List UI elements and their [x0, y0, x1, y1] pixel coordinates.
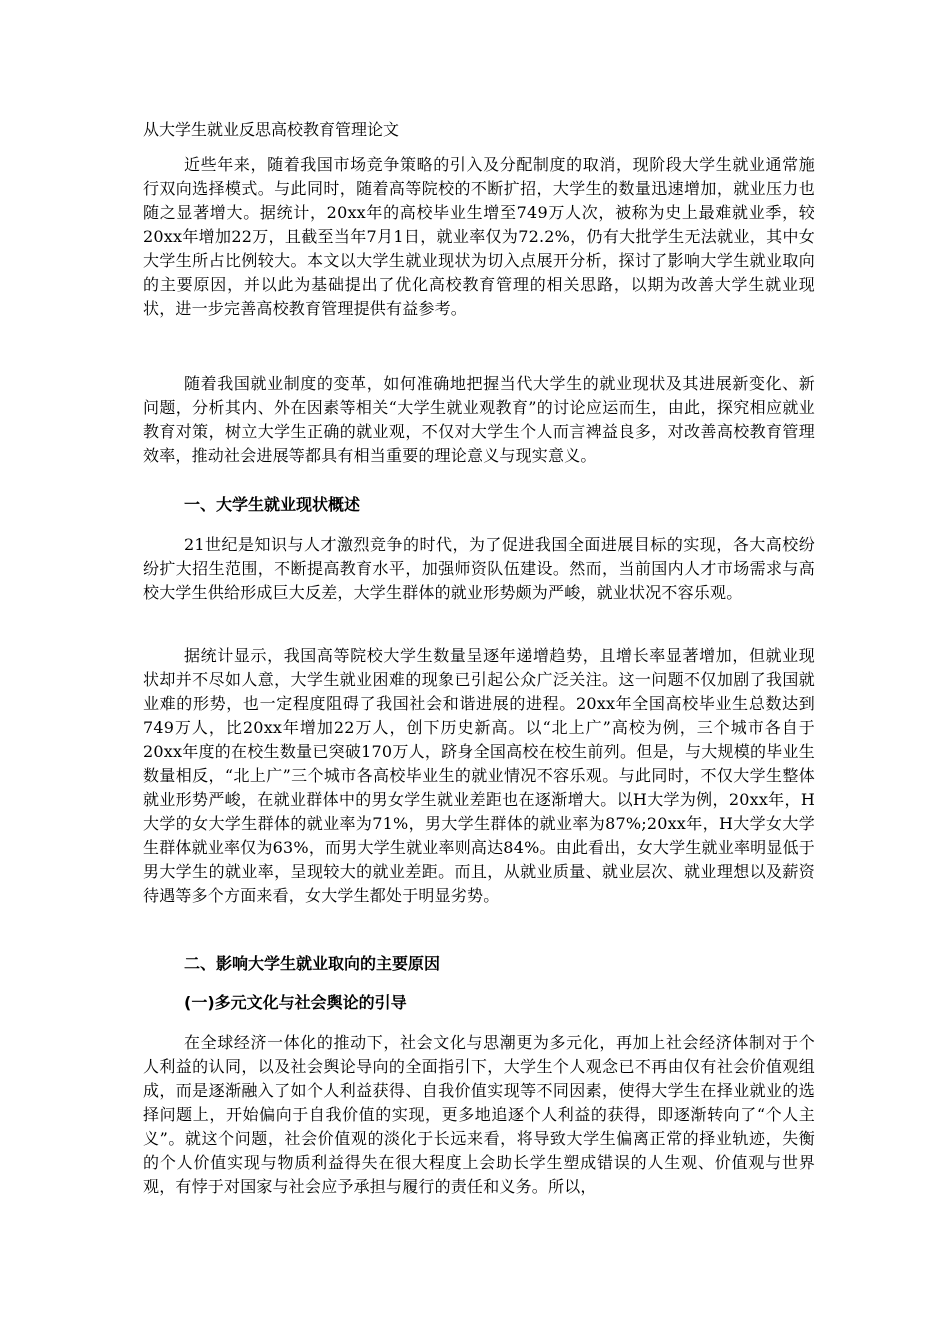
paragraph-statistics: 据统计显示，我国高等院校大学生数量呈逐年递增趋势，且增长率显著增加，但就业现状却并不尽如人意，大学生就业困难的现象已引起公众广泛关注。这一问题不仅加剧了我国就业难的形势，也一定程度阻碍了我国社会和谐进展的进程。20xx年全国高校毕业生总数达到749万人，比20xx年增加22万人，创下历史新高。以“北上广”高校为例，三个城市各自于20xx年度的在校生数量已突破170万人，跻身全国高校在校生前列。但是，与大规模的毕业生数量相反，“北上广”三个城市各高校毕业生的就业情况不容乐观。与此同时，不仅大学生整体就业形势严峻，在就业群体中的男女学生就业差距也在逐渐增大。以H大学为例，20xx年，H大学的女大学生群体的就业率为71%，男大学生群体的就业率为87%;20xx年，H大学女大学生群体就业率仅为63%，而男大学生就业率则高达84%。由此看出，女大学生就业率明显低于男大学生的就业率，呈现较大的就业差距。而且，从就业质量、就业层次、就业理想以及薪资待遇等多个方面来看，女大学生都处于明显劣势。: [143, 646, 815, 905]
document-title: 从大学生就业反思高校教育管理论文: [143, 120, 400, 139]
paragraph-status-overview: 21世纪是知识与人才激烈竞争的时代，为了促进我国全面进展目标的实现，各大高校纷纷扩大招生范围，不断提高教育水平，加强师资队伍建设。然而，当前国内人才市场需求与高校大学生供给形成巨大反差，大学生群体的就业形势颇为严峻，就业状况不容乐观。: [143, 535, 815, 602]
section-heading-2: 二、影响大学生就业取向的主要原因: [184, 954, 441, 973]
subsection-heading-1: (一)多元文化与社会舆论的引导: [184, 993, 407, 1012]
paragraph-multicultural: 在全球经济一体化的推动下，社会文化与思潮更为多元化，再加上社会经济体制对于个人利益的认同，以及社会舆论导向的全面指引下，大学生个人观念已不再由仅有社会价值观组成，而是逐渐融入了如个人利益获得、自我价值实现等不同因素，使得大学生在择业就业的选择问题上，开始偏向于自我价值的实现，更多地追逐个人利益的获得，即逐渐转向了“个人主义”。就这个问题，社会价值观的淡化于长远来看，将导致大学生偏离正常的择业轨迹，失衡的个人价值实现与物质利益得失在很大程度上会助长学生塑成错误的人生观、价值观与世界观，有悖于对国家与社会应予承担与履行的责任和义务。所以，: [143, 1033, 815, 1196]
section-heading-1: 一、大学生就业现状概述: [184, 495, 361, 514]
paragraph-background: 随着我国就业制度的变革，如何准确地把握当代大学生的就业现状及其进展新变化、新问题，分析其内、外在因素等相关“大学生就业观教育”的讨论应运而生，由此，探究相应就业教育对策，树立大学生正确的就业观，不仅对大学生个人而言裨益良多，对改善高校教育管理效率，推动社会进展等都具有相当重要的理论意义与现实意义。: [143, 374, 815, 465]
paragraph-intro: 近些年来，随着我国市场竞争策略的引入及分配制度的取消，现阶段大学生就业通常施行双向选择模式。与此同时，随着高等院校的不断扩招，大学生的数量迅速增加，就业压力也随之显著增大。据统计，20xx年的高校毕业生增至749万人次，被称为史上最难就业季，较20xx年增加22万，且截至当年7月1日，就业率仅为72.2%，仍有大批学生无法就业，其中女大学生所占比例较大。本文以大学生就业现状为切入点展开分析，探讨了影响大学生就业取向的主要原因，并以此为基础提出了优化高校教育管理的相关思路，以期为改善大学生就业现状，进一步完善高校教育管理提供有益参考。: [143, 155, 815, 318]
